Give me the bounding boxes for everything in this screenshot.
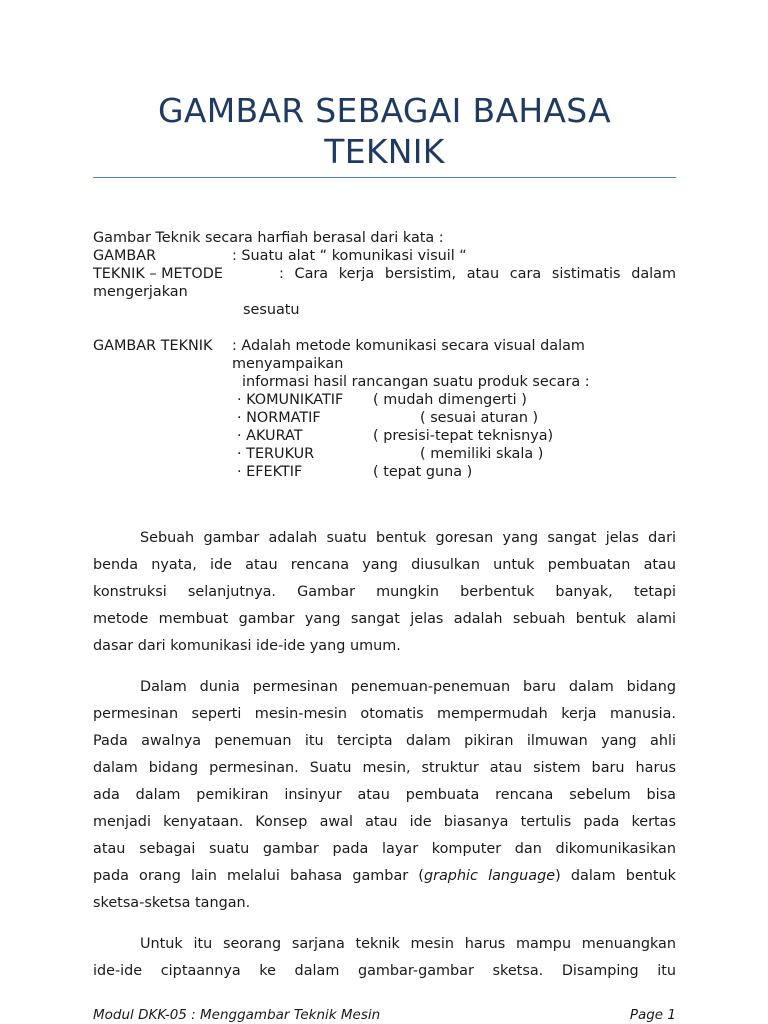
definition-gambar-teknik-cont2 [93,373,676,391]
paragraph-gap [93,660,676,674]
meaning-gambar: : Suatu alat “ komunikasi visuil “ [232,248,467,264]
paragraph-1 [93,525,676,660]
paragraph-line: Pada awalnya penemuan itu tercipta dalam pikiran ilmuwan yang ahli [93,733,676,749]
meaning-teknik-metode-line2: mengerjakan [93,284,188,300]
meaning-teknik-metode: : Cara kerja bersistim, atau cara sistimatis dalam [279,266,676,282]
property-item [93,445,676,463]
property-desc: ( mudah dimengerti ) [373,392,527,408]
paragraph-line: metode membuat gambar yang sangat jelas adalah sebuah bentuk alami [93,611,676,627]
intro-line [93,229,676,247]
definition-gambar-teknik-cont [93,355,676,373]
paragraph-line: dalam bidang permesinan. Suatu mesin, struktur atau sistem baru harus [93,760,676,776]
property-item [93,427,676,445]
property-desc: ( presisi-tepat teknisnya) [373,428,554,444]
paragraph-gap [93,917,676,931]
property-name: · TERUKUR [237,446,315,462]
paragraph-line: sketsa-sketsa tangan. [93,895,251,911]
paragraph-line: konstruksi selanjutnya. Gambar mungkin berbentuk banyak, tetapi [93,584,676,600]
body-text [93,525,676,985]
definitions-block [93,229,676,481]
paragraph-line: Dalam dunia permesinan penemuan-penemuan baru dalam bidang [140,679,676,695]
paragraph-line: dasar dari komunikasi ide-ide yang umum. [93,638,401,654]
definition-teknik-metode-cont2 [93,301,676,319]
page-title-line-2: TEKNIK [324,132,445,171]
paragraph-line: atau sebagai suatu gambar pada layar komputer dan dikomunikasikan [93,841,676,857]
page-title-line-1: GAMBAR SEBAGAI BAHASA [157,91,612,130]
definition-teknik-metode-cont [93,283,676,301]
paragraph-line: ide-ide ciptaannya ke dalam gambar-gambar sketsa. Disamping itu [93,963,676,979]
meaning-gambar-teknik-line3: informasi hasil rancangan suatu produk secara : [242,374,590,390]
definition-teknik-metode [93,265,676,283]
paragraph-3 [93,931,676,985]
page-footer [93,1006,676,1024]
property-desc: ( memiliki skala ) [420,446,544,462]
paragraph-line: ada dalam pemikiran insinyur atau pembuata rencana sebelum bisa [93,787,676,803]
page-title [93,90,676,172]
property-item [93,391,676,409]
term-teknik-metode: TEKNIK – METODE [93,266,223,282]
footer-module-title: Modul DKK-05 : Menggambar Teknik Mesin [93,1007,381,1023]
intro-text: Gambar Teknik secara harfiah berasal dari kata : [93,230,444,246]
paragraph-line: menjadi kenyataan. Konsep awal atau ide biasanya tertulis pada kertas [93,814,676,830]
term-gambar: GAMBAR [93,248,157,264]
meaning-gambar-teknik: : Adalah metode komunikasi secara visual dalam [232,338,585,354]
footer-page-number: Page 1 [629,1007,676,1023]
property-desc: ( tepat guna ) [373,464,473,480]
paragraph-line: benda nyata, ide atau rencana yang diusulkan untuk pembuatan atau [93,557,676,573]
definition-gambar-teknik [93,337,676,355]
property-name: · KOMUNIKATIF [237,392,344,408]
property-desc: ( sesuai aturan ) [420,410,539,426]
paragraph-text: pada orang lain melalui bahasa gambar ( [93,868,424,884]
paragraph-line: Untuk itu seorang sarjana teknik mesin harus mampu menuangkan [140,936,676,952]
paragraph-line: permesinan seperti mesin-mesin otomatis mempermudah kerja manusia. [93,706,676,722]
property-item [93,409,676,427]
paragraph-text: ) dalam bentuk [555,868,676,884]
meaning-teknik-metode-line3: sesuatu [243,302,300,318]
italic-term: graphic language [423,868,556,884]
title-underline [93,177,676,178]
property-name: · AKURAT [237,428,303,444]
paragraph-2 [93,674,676,917]
paragraph-line-with-italic [93,863,676,890]
meaning-gambar-teknik-line2: menyampaikan [232,356,344,372]
property-name: · NORMATIF [237,410,321,426]
property-item [93,463,676,481]
paragraph-line: Sebuah gambar adalah suatu bentuk goresan yang sangat jelas dari [140,530,676,546]
term-gambar-teknik: GAMBAR TEKNIK [93,338,213,354]
property-name: · EFEKTIF [237,464,303,480]
spacer [93,319,676,337]
definition-gambar [93,247,676,265]
